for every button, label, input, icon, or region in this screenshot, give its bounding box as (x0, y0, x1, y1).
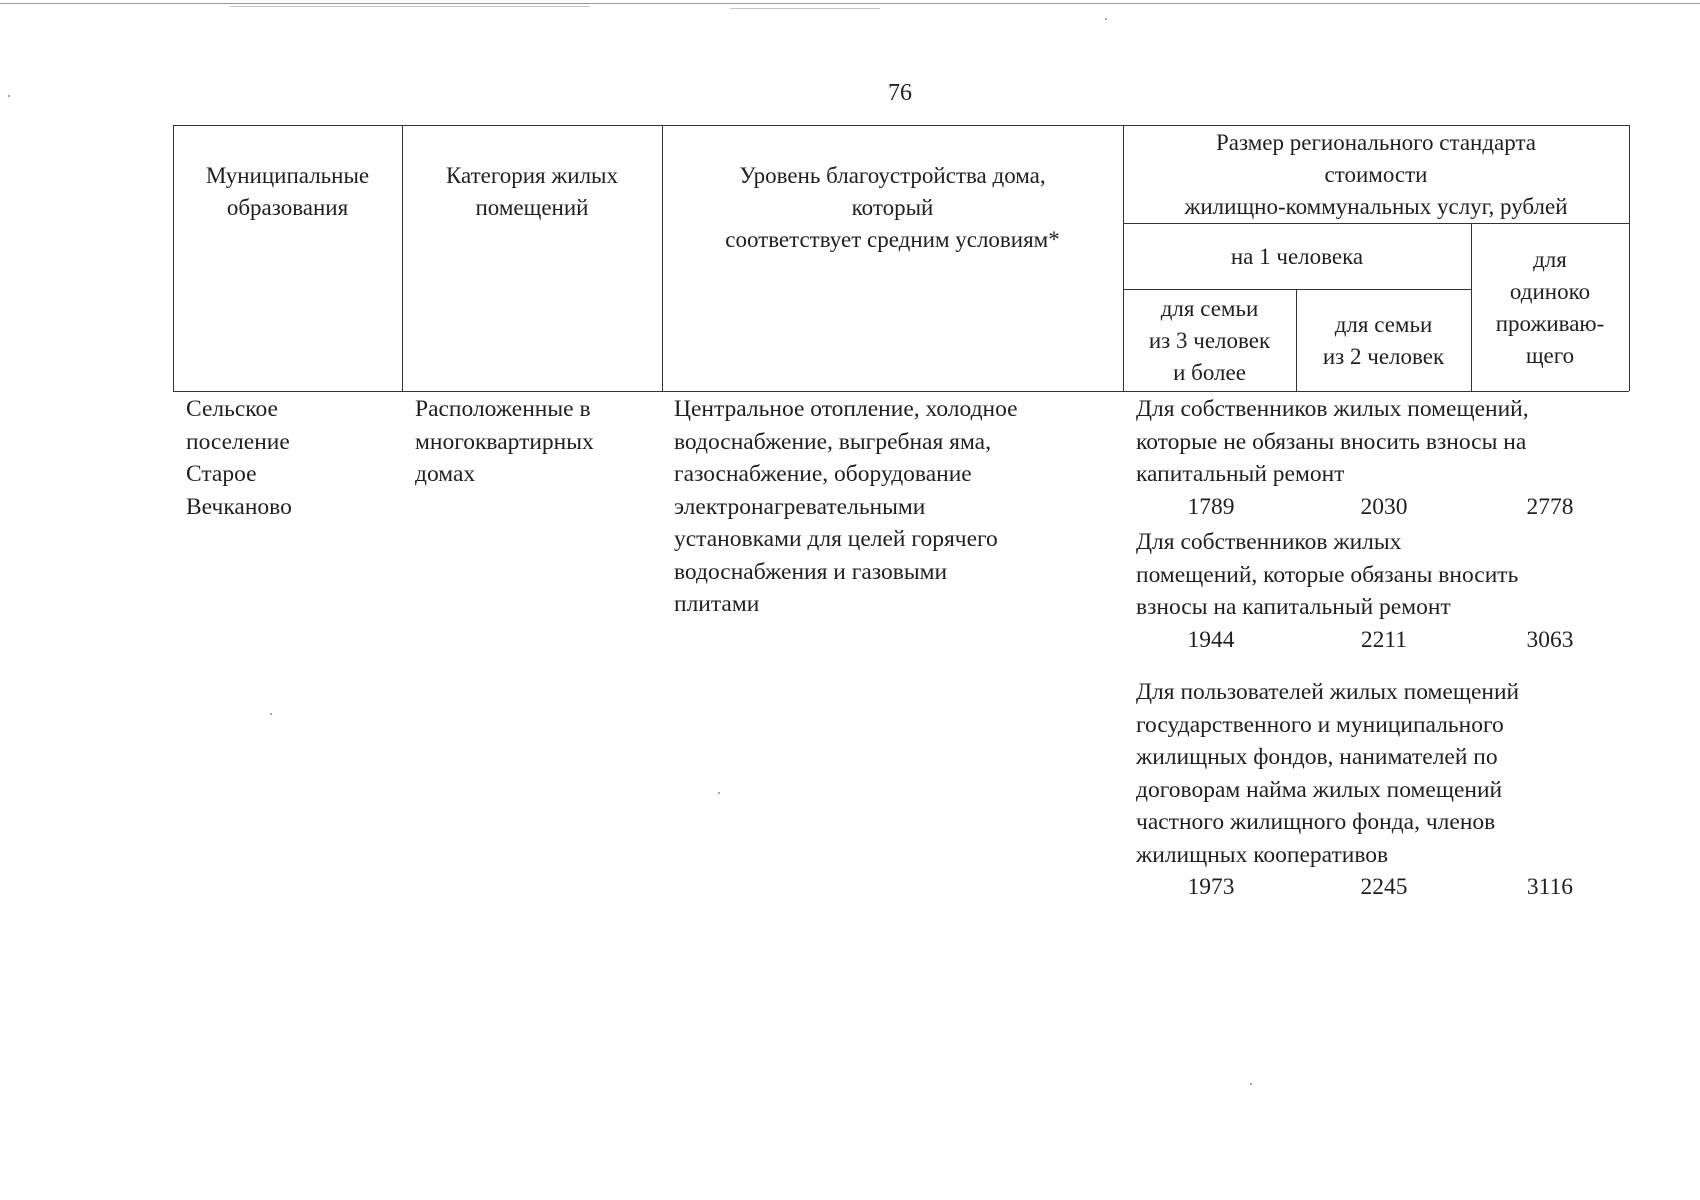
rate-group-label: помещений, которые обязаны вносить (1136, 561, 1519, 588)
rate-values-row (1136, 624, 1636, 656)
header-municipal: Муниципальные образования (205, 163, 370, 220)
row-level: Центральное отопление, холодное водоснабжение, выгребная яма, газоснабжение, оборудование электронагревательными установками для целей горячего водоснабжения и газовыми плитами (674, 396, 1018, 617)
rate-group-label: жилищных кооперативов (1136, 841, 1389, 868)
rate-values-row (1136, 871, 1636, 903)
rate-group-label: государственного и муниципального (1136, 711, 1504, 738)
value-family-3: 1973 (1187, 874, 1235, 900)
rate-group-label: частного жилищного фонда, членов (1136, 809, 1496, 835)
rate-group-label: взносы на капитальный ремонт (1136, 594, 1451, 620)
scan-speck (8, 95, 10, 97)
rate-group-label: Для собственников жилых помещений, (1136, 396, 1529, 422)
scan-artifact-line (0, 3, 1700, 4)
scan-speck (1105, 18, 1107, 20)
value-family-2: 2030 (1360, 493, 1408, 520)
header-family-2: для семьи из 2 человек (1322, 311, 1445, 369)
header-single: для одиноко проживаю- щего (1495, 246, 1605, 368)
value-family-3: 1944 (1187, 626, 1235, 653)
value-single: 3063 (1526, 626, 1574, 653)
header-standard: Размер регионального стандарта стоимости жилищно-коммунальных услуг, рублей (1184, 129, 1568, 219)
rate-group-label: жилищных фондов, нанимателей по (1136, 744, 1498, 770)
rate-group-label: которые не обязаны вносить взносы на (1136, 428, 1527, 455)
scan-artifact-line (730, 8, 880, 9)
page-number: 76 (888, 80, 912, 106)
value-family-2: 2211 (1360, 626, 1408, 653)
value-family-3: 1789 (1187, 493, 1235, 520)
scan-speck (270, 713, 272, 715)
rate-group-label: Для собственников жилых (1136, 529, 1402, 555)
value-single: 2778 (1526, 493, 1574, 520)
rate-group-2 (1136, 526, 1636, 656)
value-family-2: 2245 (1360, 874, 1408, 900)
header-per-person: на 1 человека (1230, 243, 1364, 269)
value-single: 3116 (1526, 874, 1574, 900)
header-category: Категория жилых помещений (445, 163, 619, 220)
row-category: Расположенные в многоквартирных домах (415, 396, 594, 487)
rate-values-row (1136, 491, 1636, 523)
rate-group-label: капитальный ремонт (1136, 461, 1345, 487)
header-level: Уровень благоустройства дома, который соответствует средним условиям* (725, 163, 1060, 252)
rate-group-label: договорам найма жилых помещений (1136, 776, 1503, 803)
scan-speck (718, 792, 720, 794)
scan-artifact-line (230, 6, 590, 7)
rate-group-label: Для пользователей жилых помещений (1136, 679, 1520, 705)
row-municipality: Сельское поселение Старое Вечканово (186, 396, 292, 520)
rate-group-1 (1136, 393, 1636, 523)
scan-speck (1250, 1083, 1252, 1085)
header-family-3: для семьи из 3 человек и более (1148, 295, 1271, 385)
rate-group-3 (1136, 676, 1636, 903)
